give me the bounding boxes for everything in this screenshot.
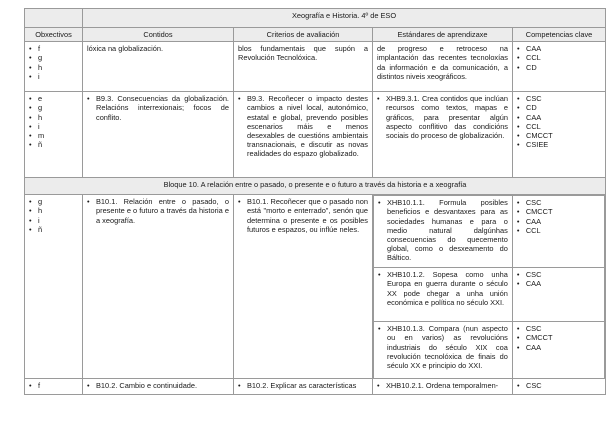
standards-text: • XHB9.3.1. Crea contidos que inclúan recursos como textos, mapas e gráficos, para presentar algún aspecto conflitivo das condicións sociais do proceso de globalización. [377, 94, 508, 140]
standard-competences-cell [512, 196, 604, 268]
header-competences: Competencias clave [513, 28, 606, 42]
table-row [25, 92, 606, 178]
competences-cell [513, 378, 606, 394]
standards-subtable [373, 195, 605, 378]
objectives-cell [25, 378, 83, 394]
block-title: Bloque 10. A relación entre o pasado, o presente e o futuro a través da historia e a xeografía [25, 178, 606, 195]
criteria-text: blos fundamentais que supón a Revolución Tecnolóxica. [238, 44, 368, 63]
header-objectives: Obxectivos [25, 28, 83, 42]
standards-cell [373, 92, 513, 178]
table-row [25, 42, 606, 92]
table-row [25, 195, 606, 379]
contents-text: • B10.1. Relación entre o pasado, o presente e o futuro a través da historia e a xeografía. [87, 197, 229, 225]
competence-item: • CCL [517, 226, 600, 235]
standard-row [374, 196, 605, 268]
standard-competences-cell [512, 268, 604, 322]
standards-text: • XHB10.2.1. Ordena temporalmen- [377, 381, 508, 390]
competence-item: • CAA [517, 44, 601, 53]
curriculum-table [24, 8, 606, 395]
competence-item: • CMCCT [517, 333, 600, 342]
criteria-cell [234, 42, 373, 92]
standard-row [374, 322, 605, 378]
standards-competences-subtable-cell [373, 195, 606, 379]
standards-cell [373, 378, 513, 394]
contents-cell [83, 195, 234, 379]
header-criteria: Criterios de avaliación [234, 28, 373, 42]
competences-cell [513, 92, 606, 178]
standard-text: • XHB10.1.2. Sopesa como unha Europa en guerra durante o século XX pode chegar a unha unión económica e política no século XXI. [378, 270, 508, 307]
table-title-row [25, 9, 606, 28]
objectives-cell [25, 92, 83, 178]
competence-item: • CSC [517, 381, 601, 390]
standard-text-cell [374, 268, 513, 322]
competence-item: • CSC [517, 270, 600, 279]
contents-cell [83, 42, 234, 92]
criteria-cell [234, 378, 373, 394]
competence-item: • CSC [517, 198, 600, 207]
standard-text: • XHB10.1.1. Formula posibles beneficios e desvantaxes para as sociedades humanas e para o medio natural dalgúnhas consecuencias do quecemento global, como o desxeamento do Báltico. [378, 198, 508, 262]
objectives-cell [25, 42, 83, 92]
objective-item: • h [29, 63, 78, 72]
contents-cell [83, 378, 234, 394]
competence-item: • CCL [517, 53, 601, 62]
objective-item: • i [29, 122, 78, 131]
objective-item: • i [29, 216, 78, 225]
competence-item: • CSIEE [517, 140, 601, 149]
objective-item: • f [29, 381, 78, 390]
standards-text: de progreso e retroceso na implantación das recentes tecnoloxías da información e da comunicación, a distintos niveis xeográficos. [377, 44, 508, 81]
objective-item: • ñ [29, 140, 78, 149]
standard-row [374, 268, 605, 322]
competence-item: • CSC [517, 94, 601, 103]
criteria-text: • B10.2. Explicar as características [238, 381, 368, 390]
standards-cell [373, 42, 513, 92]
title-blank-cell [25, 9, 83, 28]
criteria-text: • B10.1. Recoñecer que o pasado non está "morto e enterrado", senón que determina o presente e os posibles futuros e espazos, ou inflúe neles. [238, 197, 368, 234]
objective-item: • f [29, 44, 78, 53]
competence-item: • CCL [517, 122, 601, 131]
standard-text-cell [374, 322, 513, 378]
competence-item: • CAA [517, 217, 600, 226]
contents-cell [83, 92, 234, 178]
competence-item: • CMCCT [517, 131, 601, 140]
competence-item: • CD [517, 103, 601, 112]
objective-item: • i [29, 72, 78, 81]
header-standards: Estándares de aprendizaxe [373, 28, 513, 42]
standard-text-cell [374, 196, 513, 268]
header-row [25, 28, 606, 42]
competence-item: • CAA [517, 343, 600, 352]
objective-item: • g [29, 53, 78, 62]
criteria-text: • B9.3. Recoñecer o impacto destes cambios a nivel local, autonómico, estatal e global, prevendo posibles escenarios máis e menos desexables de cuestións ambientais transnacionais, e discutir as novas realidades do espazo globalizado. [238, 94, 368, 158]
objective-item: • g [29, 103, 78, 112]
block-title-row [25, 178, 606, 195]
objective-item: • g [29, 197, 78, 206]
objective-item: • m [29, 131, 78, 140]
contents-text: lóxica na globalización. [87, 44, 164, 54]
objective-item: • ñ [29, 225, 78, 234]
objective-item: • e [29, 94, 78, 103]
contents-text: • B9.3. Consecuencias da globalización. Relacións interrexionais; focos de conflito. [87, 94, 229, 122]
table-row [25, 378, 606, 394]
standard-competences-cell [512, 322, 604, 378]
competence-item: • CAA [517, 113, 601, 122]
competence-item: • CMCCT [517, 207, 600, 216]
criteria-cell [234, 92, 373, 178]
criteria-cell [234, 195, 373, 379]
objective-item: • h [29, 206, 78, 215]
table-title: Xeografía e Historia. 4º de ESO [83, 9, 606, 28]
standard-text: • XHB10.1.3. Compara (nun aspecto ou en varios) as revolucións industriais do século XIX coa revolución tecnolóxica de finais do século XX e principio do XXI. [378, 324, 508, 370]
contents-text: • B10.2. Cambio e continuidade. [87, 381, 229, 390]
competence-item: • CAA [517, 279, 600, 288]
objectives-cell [25, 195, 83, 379]
objective-item: • h [29, 113, 78, 122]
competence-item: • CD [517, 63, 601, 72]
competences-cell [513, 42, 606, 92]
header-contents: Contidos [83, 28, 234, 42]
competence-item: • CSC [517, 324, 600, 333]
